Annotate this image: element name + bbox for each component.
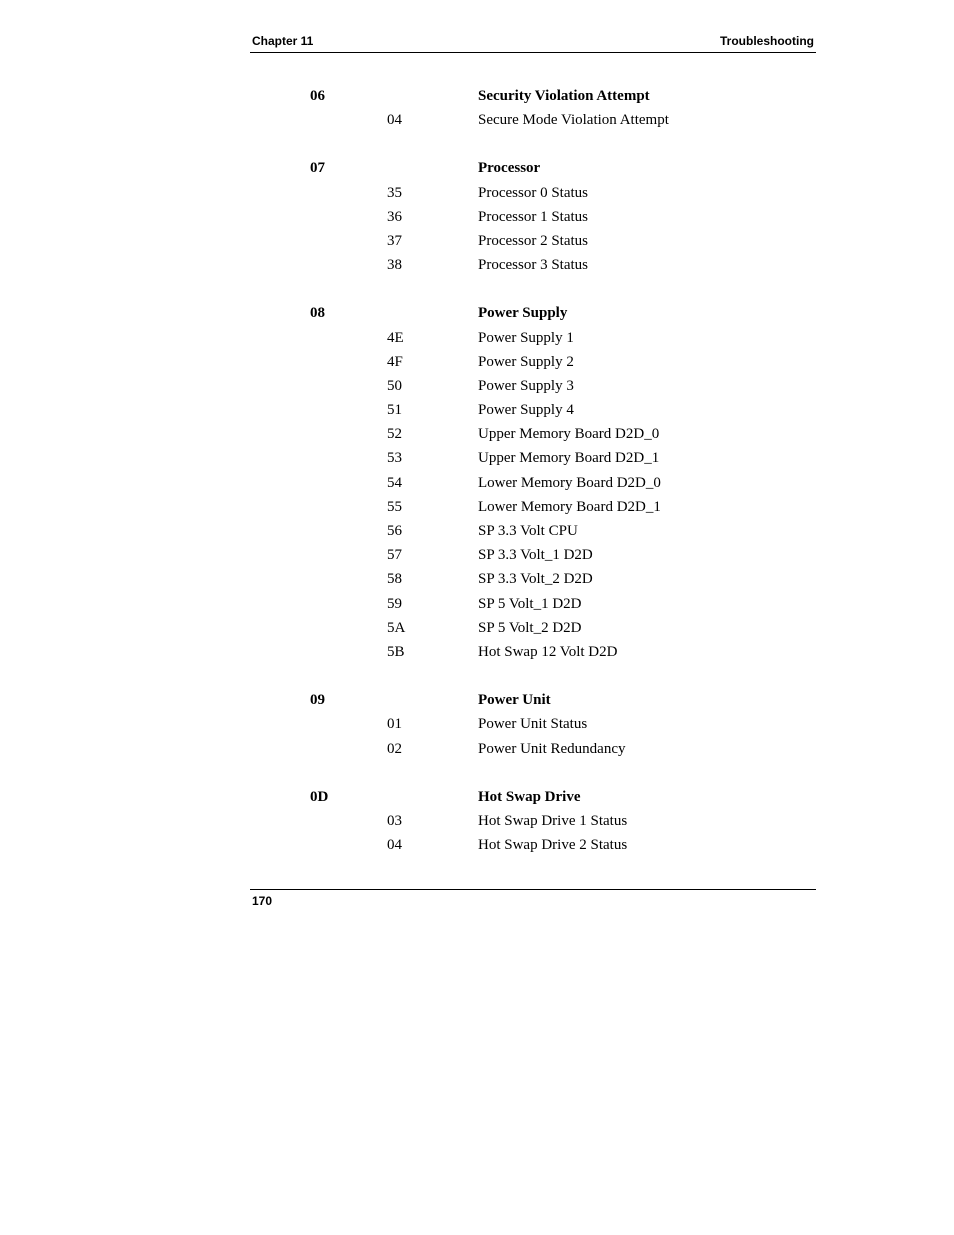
sensor-code: 59 <box>387 595 402 612</box>
sensor-group <box>0 688 954 761</box>
sensor-row <box>0 350 954 374</box>
sensor-row <box>0 809 954 833</box>
group-code: 08 <box>310 305 325 322</box>
sensor-label: Hot Swap Drive 1 Status <box>478 812 628 829</box>
page-header <box>250 34 816 53</box>
sensor-label: Power Unit Status <box>478 716 588 733</box>
group-header-row <box>0 785 954 809</box>
sensor-code: 02 <box>387 740 402 757</box>
sensor-code: 36 <box>387 208 402 225</box>
sensor-row <box>0 205 954 229</box>
sensor-row <box>0 229 954 253</box>
group-header-row <box>0 156 954 180</box>
sensor-label: Hot Swap Drive 2 Status <box>478 837 628 854</box>
sensor-code: 35 <box>387 184 402 201</box>
group-title: Security Violation Attempt <box>478 88 650 104</box>
sensor-label: SP 3.3 Volt_2 D2D <box>478 571 593 588</box>
sensor-group <box>0 84 954 132</box>
sensor-code: 51 <box>387 402 402 419</box>
group-code: 0D <box>310 788 329 805</box>
sensor-code-list <box>0 84 954 881</box>
sensor-group <box>0 785 954 858</box>
sensor-row <box>0 398 954 422</box>
sensor-code: 56 <box>387 523 402 539</box>
chapter-label: Chapter 11 <box>252 34 314 48</box>
sensor-label: Lower Memory Board D2D_1 <box>478 498 661 515</box>
group-title: Processor <box>478 160 541 177</box>
sensor-group <box>0 301 954 664</box>
sensor-label: Lower Memory Board D2D_0 <box>478 474 661 491</box>
sensor-label: Power Supply 1 <box>478 329 574 346</box>
sensor-row <box>0 567 954 591</box>
sensor-code: 5A <box>387 619 406 636</box>
sensor-code: 04 <box>387 112 402 129</box>
sensor-row <box>0 253 954 277</box>
group-code: 09 <box>310 692 325 709</box>
group-title: Hot Swap Drive <box>478 788 581 805</box>
sensor-group <box>0 156 954 277</box>
sensor-row <box>0 712 954 736</box>
sensor-code: 57 <box>387 547 402 564</box>
sensor-label: Upper Memory Board D2D_1 <box>478 450 660 467</box>
sensor-row <box>0 640 954 664</box>
sensor-row <box>0 326 954 350</box>
sensor-row <box>0 374 954 398</box>
sensor-label: SP 5 Volt_1 D2D <box>478 595 582 612</box>
sensor-label: Secure Mode Violation Attempt <box>478 112 669 129</box>
group-header-row <box>0 688 954 712</box>
sensor-label: Power Supply 3 <box>478 377 574 394</box>
sensor-row <box>0 495 954 519</box>
sensor-code: 54 <box>387 474 402 491</box>
sensor-label: Upper Memory Board D2D_0 <box>478 426 660 443</box>
sensor-row <box>0 181 954 205</box>
section-title: Troubleshooting <box>720 34 814 48</box>
sensor-row <box>0 471 954 495</box>
sensor-row <box>0 446 954 470</box>
sensor-row <box>0 422 954 446</box>
sensor-row <box>0 108 954 132</box>
sensor-code: 55 <box>387 498 402 515</box>
sensor-code: 58 <box>387 571 402 588</box>
sensor-label: Power Supply 4 <box>478 402 574 419</box>
sensor-code: 01 <box>387 716 402 733</box>
sensor-code: 37 <box>387 232 402 249</box>
sensor-row <box>0 519 954 543</box>
sensor-label: SP 5 Volt_2 D2D <box>478 619 582 636</box>
sensor-label: SP 3.3 Volt_1 D2D <box>478 547 593 564</box>
group-header-row <box>0 301 954 325</box>
page-footer <box>250 889 816 908</box>
sensor-label: Power Unit Redundancy <box>478 740 626 757</box>
sensor-label: Processor 0 Status <box>478 184 588 201</box>
sensor-row <box>0 616 954 640</box>
sensor-code: 5B <box>387 643 405 660</box>
sensor-code: 4F <box>387 353 403 370</box>
sensor-label: Processor 2 Status <box>478 232 588 249</box>
sensor-code: 04 <box>387 837 402 854</box>
group-code: 06 <box>310 88 325 104</box>
group-header-row <box>0 84 954 108</box>
sensor-label: Power Supply 2 <box>478 353 574 370</box>
sensor-row <box>0 543 954 567</box>
sensor-code: 50 <box>387 377 402 394</box>
sensor-code: 52 <box>387 426 402 443</box>
sensor-row <box>0 833 954 857</box>
sensor-row <box>0 737 954 761</box>
sensor-code: 53 <box>387 450 402 467</box>
sensor-code: 38 <box>387 257 402 274</box>
sensor-label: Processor 1 Status <box>478 208 588 225</box>
sensor-code: 4E <box>387 329 404 346</box>
sensor-code: 03 <box>387 812 402 829</box>
sensor-label: Hot Swap 12 Volt D2D <box>478 643 618 660</box>
group-code: 07 <box>310 160 325 177</box>
sensor-label: SP 3.3 Volt CPU <box>478 523 578 539</box>
sensor-label: Processor 3 Status <box>478 257 588 274</box>
sensor-row <box>0 592 954 616</box>
page-number: 170 <box>252 894 273 908</box>
group-title: Power Unit <box>478 692 551 709</box>
group-title: Power Supply <box>478 305 568 322</box>
